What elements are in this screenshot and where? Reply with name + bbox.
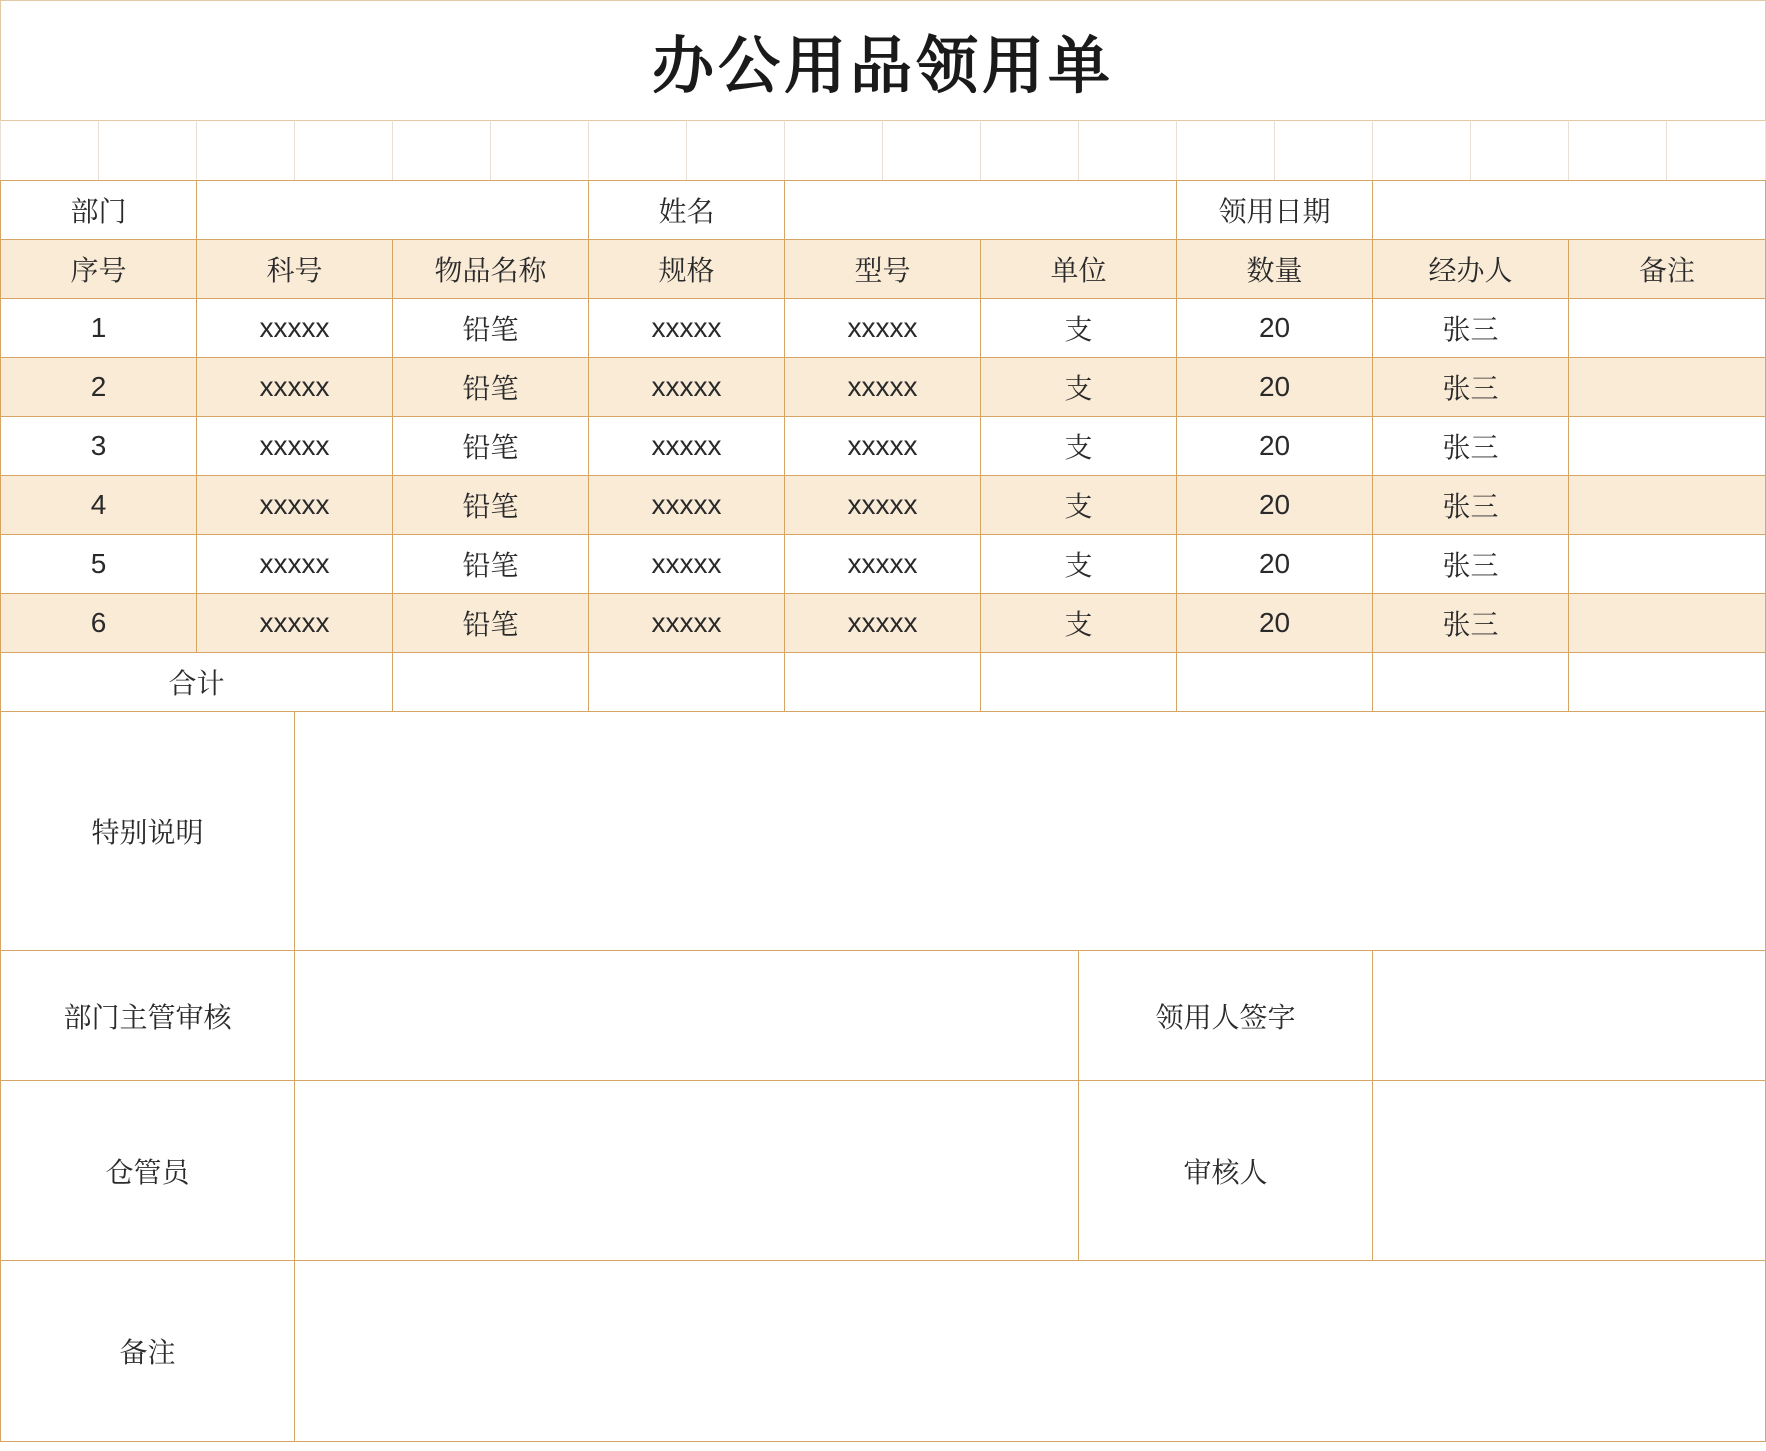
receiver-sign-label: 领用人签字 bbox=[1079, 951, 1373, 1081]
col-header-handler: 经办人 bbox=[1373, 240, 1569, 299]
cell-no[interactable]: 6 bbox=[1, 594, 197, 653]
cell-code[interactable]: xxxxx bbox=[197, 299, 393, 358]
cell-spec[interactable]: xxxxx bbox=[589, 476, 785, 535]
cell-handler[interactable]: 张三 bbox=[1373, 417, 1569, 476]
cell-handler[interactable]: 张三 bbox=[1373, 358, 1569, 417]
col-header-note: 备注 bbox=[1569, 240, 1766, 299]
cell-item[interactable]: 铅笔 bbox=[393, 535, 589, 594]
cell-model[interactable]: xxxxx bbox=[785, 299, 981, 358]
info-row bbox=[1, 181, 1766, 240]
form-title: 办公用品领用单 bbox=[0, 0, 1766, 120]
cell-code[interactable]: xxxxx bbox=[197, 358, 393, 417]
date-label: 领用日期 bbox=[1177, 181, 1373, 240]
cell-code[interactable]: xxxxx bbox=[197, 535, 393, 594]
cell-unit[interactable]: 支 bbox=[981, 535, 1177, 594]
cell-spec[interactable]: xxxxx bbox=[589, 594, 785, 653]
cell-model[interactable]: xxxxx bbox=[785, 358, 981, 417]
receiver-sign-field[interactable] bbox=[1373, 951, 1766, 1081]
cell-code[interactable]: xxxxx bbox=[197, 476, 393, 535]
col-header-code: 科号 bbox=[197, 240, 393, 299]
cell-code[interactable]: xxxxx bbox=[197, 417, 393, 476]
name-label: 姓名 bbox=[589, 181, 785, 240]
name-field[interactable] bbox=[785, 181, 1177, 240]
total-cell[interactable] bbox=[589, 653, 785, 712]
cell-spec[interactable]: xxxxx bbox=[589, 299, 785, 358]
dept-manager-field[interactable] bbox=[295, 951, 1079, 1081]
total-label: 合计 bbox=[1, 653, 393, 712]
dept-field[interactable] bbox=[197, 181, 589, 240]
cell-item[interactable]: 铅笔 bbox=[393, 476, 589, 535]
special-notes-row bbox=[1, 712, 1766, 951]
cell-note[interactable] bbox=[1569, 535, 1766, 594]
cell-note[interactable] bbox=[1569, 358, 1766, 417]
total-cell[interactable] bbox=[981, 653, 1177, 712]
remarks-row bbox=[1, 1261, 1766, 1442]
warehouse-field[interactable] bbox=[295, 1081, 1079, 1261]
cell-note[interactable] bbox=[1569, 417, 1766, 476]
cell-code[interactable]: xxxxx bbox=[197, 594, 393, 653]
cell-no[interactable]: 2 bbox=[1, 358, 197, 417]
cell-model[interactable]: xxxxx bbox=[785, 594, 981, 653]
cell-model[interactable]: xxxxx bbox=[785, 535, 981, 594]
warehouse-label: 仓管员 bbox=[1, 1081, 295, 1261]
cell-spec[interactable]: xxxxx bbox=[589, 417, 785, 476]
cell-model[interactable]: xxxxx bbox=[785, 476, 981, 535]
col-header-qty: 数量 bbox=[1177, 240, 1373, 299]
cell-qty[interactable]: 20 bbox=[1177, 594, 1373, 653]
total-cell[interactable] bbox=[785, 653, 981, 712]
cell-handler[interactable]: 张三 bbox=[1373, 476, 1569, 535]
table-row bbox=[1, 535, 1766, 594]
cell-qty[interactable]: 20 bbox=[1177, 417, 1373, 476]
cell-unit[interactable]: 支 bbox=[981, 417, 1177, 476]
cell-model[interactable]: xxxxx bbox=[785, 417, 981, 476]
cell-qty[interactable]: 20 bbox=[1177, 358, 1373, 417]
cell-no[interactable]: 5 bbox=[1, 535, 197, 594]
special-notes-field[interactable] bbox=[295, 712, 1766, 951]
cell-qty[interactable]: 20 bbox=[1177, 476, 1373, 535]
requisition-table bbox=[0, 180, 1766, 1442]
remarks-label: 备注 bbox=[1, 1261, 295, 1442]
cell-unit[interactable]: 支 bbox=[981, 476, 1177, 535]
cell-no[interactable]: 3 bbox=[1, 417, 197, 476]
dept-label: 部门 bbox=[1, 181, 197, 240]
total-cell[interactable] bbox=[1569, 653, 1766, 712]
total-cell[interactable] bbox=[393, 653, 589, 712]
reviewer-field[interactable] bbox=[1373, 1081, 1766, 1261]
cell-note[interactable] bbox=[1569, 594, 1766, 653]
cell-item[interactable]: 铅笔 bbox=[393, 594, 589, 653]
total-cell[interactable] bbox=[1373, 653, 1569, 712]
cell-unit[interactable]: 支 bbox=[981, 299, 1177, 358]
table-row bbox=[1, 476, 1766, 535]
cell-item[interactable]: 铅笔 bbox=[393, 358, 589, 417]
cell-item[interactable]: 铅笔 bbox=[393, 299, 589, 358]
cell-handler[interactable]: 张三 bbox=[1373, 594, 1569, 653]
col-header-spec: 规格 bbox=[589, 240, 785, 299]
cell-no[interactable]: 4 bbox=[1, 476, 197, 535]
reviewer-label: 审核人 bbox=[1079, 1081, 1373, 1261]
col-header-model: 型号 bbox=[785, 240, 981, 299]
cell-handler[interactable]: 张三 bbox=[1373, 299, 1569, 358]
table-row bbox=[1, 358, 1766, 417]
table-row bbox=[1, 594, 1766, 653]
table-row bbox=[1, 299, 1766, 358]
cell-note[interactable] bbox=[1569, 476, 1766, 535]
dept-manager-label: 部门主管审核 bbox=[1, 951, 295, 1081]
date-field[interactable] bbox=[1373, 181, 1766, 240]
cell-spec[interactable]: xxxxx bbox=[589, 535, 785, 594]
approval-row bbox=[1, 951, 1766, 1081]
spacer-grid-row bbox=[0, 120, 1766, 180]
col-header-item: 物品名称 bbox=[393, 240, 589, 299]
cell-note[interactable] bbox=[1569, 299, 1766, 358]
total-cell[interactable] bbox=[1177, 653, 1373, 712]
cell-no[interactable]: 1 bbox=[1, 299, 197, 358]
cell-spec[interactable]: xxxxx bbox=[589, 358, 785, 417]
remarks-field[interactable] bbox=[295, 1261, 1766, 1442]
cell-qty[interactable]: 20 bbox=[1177, 299, 1373, 358]
special-notes-label: 特别说明 bbox=[1, 712, 295, 951]
cell-qty[interactable]: 20 bbox=[1177, 535, 1373, 594]
col-header-no: 序号 bbox=[1, 240, 197, 299]
total-row bbox=[1, 653, 1766, 712]
col-header-unit: 单位 bbox=[981, 240, 1177, 299]
table-header-row bbox=[1, 240, 1766, 299]
cell-handler[interactable]: 张三 bbox=[1373, 535, 1569, 594]
warehouse-row bbox=[1, 1081, 1766, 1261]
table-row bbox=[1, 417, 1766, 476]
cell-unit[interactable]: 支 bbox=[981, 358, 1177, 417]
cell-item[interactable]: 铅笔 bbox=[393, 417, 589, 476]
cell-unit[interactable]: 支 bbox=[981, 594, 1177, 653]
